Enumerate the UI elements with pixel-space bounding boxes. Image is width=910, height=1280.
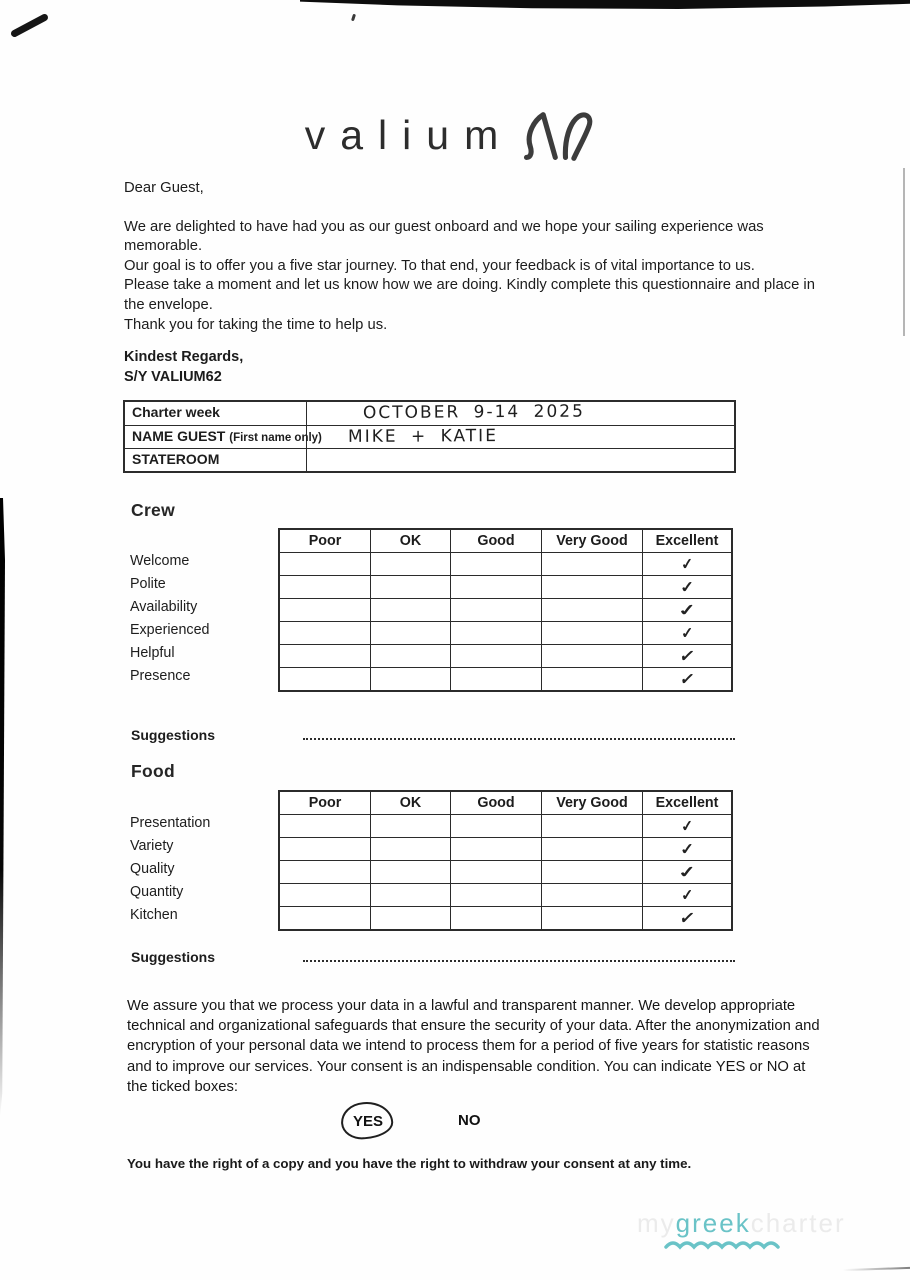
checkmark-icon: ✓ — [675, 863, 699, 882]
rating-header-very-good: Very Good — [541, 530, 642, 552]
table-row — [125, 402, 734, 425]
rating-cell-presence-good[interactable] — [450, 668, 541, 690]
rating-cell-presentation-very-good[interactable] — [541, 815, 642, 837]
food-suggestions — [131, 949, 735, 965]
scan-speck — [351, 14, 356, 22]
rating-row-label-experienced: Experienced — [130, 622, 210, 638]
stateroom-label: STATEROOM — [125, 449, 307, 471]
watermark-greek: greek — [675, 1208, 751, 1238]
closing-line: Kindest Regards, — [124, 349, 244, 365]
rating-row-availability — [280, 598, 731, 621]
rating-cell-welcome-poor[interactable] — [280, 553, 370, 575]
rating-cell-polite-poor[interactable] — [280, 576, 370, 598]
scan-artifact-bottom-corner — [843, 1267, 910, 1271]
rating-row-label-welcome: Welcome — [130, 553, 190, 569]
rating-row-experienced — [280, 621, 731, 644]
rating-cell-kitchen-poor[interactable] — [280, 907, 370, 929]
rating-cell-quantity-poor[interactable] — [280, 884, 370, 906]
consent-yes-option[interactable] — [344, 1104, 392, 1138]
rating-cell-welcome-very-good[interactable] — [541, 553, 642, 575]
rating-cell-kitchen-very-good[interactable] — [541, 907, 642, 929]
yes-circle-annotation — [340, 1100, 394, 1141]
rating-cell-quantity-ok[interactable] — [370, 884, 450, 906]
rights-note: You have the right of a copy and you have the right to withdraw your consent at any time. — [127, 1156, 692, 1171]
rating-cell-kitchen-ok[interactable] — [370, 907, 450, 929]
checkmark-icon: ✓ — [680, 886, 694, 905]
rating-table — [278, 528, 733, 692]
logo — [0, 112, 910, 163]
rating-header-row — [280, 792, 731, 814]
wave-icon — [664, 1238, 782, 1250]
watermark-my: my — [637, 1208, 676, 1238]
rating-row-quality — [280, 860, 731, 883]
rating-cell-variety-good[interactable] — [450, 838, 541, 860]
guest-name-note: (First name only) — [229, 432, 322, 444]
checkmark-icon: ✓ — [680, 624, 694, 643]
rating-cell-experienced-excellent[interactable] — [642, 622, 731, 644]
rating-cell-polite-good[interactable] — [450, 576, 541, 598]
charter-week-label: Charter week — [125, 402, 307, 425]
rating-cell-helpful-very-good[interactable] — [541, 645, 642, 667]
rating-row-label-presence: Presence — [130, 668, 191, 684]
logo-62-glyph — [513, 111, 605, 163]
salutation: Dear Guest, — [124, 180, 204, 196]
crew-suggestions — [131, 727, 735, 743]
rating-cell-variety-ok[interactable] — [370, 838, 450, 860]
yes-label: YES — [352, 1112, 383, 1130]
suggestions-label: Suggestions — [131, 949, 216, 965]
consent-paragraph: We assure you that we process your data in a lawful and transparent manner. We develop appropriate technical and organizational safeguards that ensure the security of your data. After the anonymization and encryption of your personal data we intend to process them for a period of five years for statistic reasons and to improve our services. Your consent is an indispensable condition. You can indicate YES or NO at the ticked boxes: — [127, 998, 820, 1095]
suggestions-write-in-line[interactable] — [303, 738, 735, 740]
rating-cell-quantity-good[interactable] — [450, 884, 541, 906]
rating-cell-experienced-very-good[interactable] — [541, 622, 642, 644]
rating-row-kitchen — [280, 906, 731, 929]
letter — [124, 179, 826, 335]
rating-cell-presentation-good[interactable] — [450, 815, 541, 837]
rating-header-ok: OK — [370, 530, 450, 552]
rating-cell-experienced-poor[interactable] — [280, 622, 370, 644]
guest-info-table — [123, 400, 736, 473]
letter-paragraph: Please take a moment and let us know how we are doing. Kindly complete this questionnaire and place in the envelope. — [124, 277, 815, 313]
rating-row-label-helpful: Helpful — [130, 645, 175, 661]
rating-cell-quality-poor[interactable] — [280, 861, 370, 883]
signature-line: S/Y VALIUM62 — [124, 368, 222, 385]
rating-header-poor: Poor — [308, 795, 342, 811]
rating-cell-availability-ok[interactable] — [370, 599, 450, 621]
rating-cell-presence-poor[interactable] — [280, 668, 370, 690]
letter-closing — [124, 348, 243, 387]
rating-cell-kitchen-excellent[interactable] — [642, 907, 731, 929]
checkmark-icon: ✓ — [679, 817, 695, 836]
rating-row-label-variety: Variety — [130, 838, 174, 854]
rating-cell-variety-excellent[interactable] — [642, 838, 731, 860]
watermark — [637, 1208, 846, 1239]
rating-row-quantity — [280, 883, 731, 906]
guest-name-value[interactable]: MIKE + KATIE — [347, 426, 498, 447]
rating-cell-availability-poor[interactable] — [280, 599, 370, 621]
stateroom-value[interactable] — [307, 449, 734, 471]
consent-no-option[interactable]: NO — [458, 1112, 481, 1129]
section-title-food: Food — [131, 761, 175, 781]
rating-cell-availability-very-good[interactable] — [541, 599, 642, 621]
table-row — [125, 448, 734, 471]
rating-cell-polite-very-good[interactable] — [541, 576, 642, 598]
rating-header-poor: Poor — [308, 533, 342, 549]
rating-row-label-quantity: Quantity — [130, 884, 184, 900]
rating-cell-quantity-very-good[interactable] — [541, 884, 642, 906]
rating-cell-welcome-good[interactable] — [450, 553, 541, 575]
letter-paragraph: Thank you for taking the time to help us. — [124, 316, 388, 333]
rating-cell-helpful-ok[interactable] — [370, 645, 450, 667]
rating-cell-helpful-poor[interactable] — [280, 645, 370, 667]
rating-cell-helpful-excellent[interactable] — [642, 645, 731, 667]
rating-cell-availability-good[interactable] — [450, 599, 541, 621]
section-title-crew: Crew — [131, 500, 175, 520]
food-rating-table — [130, 790, 733, 931]
rating-cell-presence-ok[interactable] — [370, 668, 450, 690]
rating-row-label-quality: Quality — [130, 861, 175, 877]
rating-cell-presence-very-good[interactable] — [541, 668, 642, 690]
rating-row-polite — [280, 575, 731, 598]
rating-row-variety — [280, 837, 731, 860]
rating-cell-availability-excellent[interactable] — [642, 599, 731, 621]
rating-cell-experienced-ok[interactable] — [370, 622, 450, 644]
checkmark-icon: ✓ — [677, 908, 697, 929]
rating-cell-quality-ok[interactable] — [370, 861, 450, 883]
checkmark-icon: ✓ — [679, 555, 695, 574]
rating-cell-welcome-excellent[interactable] — [642, 553, 731, 575]
rating-cell-quality-good[interactable] — [450, 861, 541, 883]
letter-paragraph: Our goal is to offer you a five star journey. To that end, your feedback is of vital importance to us. — [124, 257, 755, 274]
scan-artifact-left-edge — [0, 498, 5, 1118]
suggestions-write-in-line[interactable] — [303, 960, 735, 962]
rating-cell-kitchen-good[interactable] — [450, 907, 541, 929]
rating-row-helpful — [280, 644, 731, 667]
scan-artifact-right-edge — [903, 168, 905, 336]
rating-cell-variety-poor[interactable] — [280, 838, 370, 860]
rating-header-very-good: Very Good — [541, 792, 642, 814]
rating-header-ok: OK — [370, 792, 450, 814]
crew-row-labels — [130, 528, 278, 692]
rating-cell-presentation-ok[interactable] — [370, 815, 450, 837]
rating-header-excellent: Excellent — [642, 792, 731, 814]
rating-row-welcome — [280, 552, 731, 575]
rating-header-good: Good — [450, 530, 541, 552]
guest-name-label: NAME GUEST (First name only) — [125, 426, 307, 448]
rating-cell-welcome-ok[interactable] — [370, 553, 450, 575]
rating-cell-helpful-good[interactable] — [450, 645, 541, 667]
logo-brand-text: valium — [304, 112, 514, 158]
rating-cell-variety-very-good[interactable] — [541, 838, 642, 860]
rating-row-label-polite: Polite — [130, 576, 166, 592]
rating-cell-presentation-poor[interactable] — [280, 815, 370, 837]
suggestions-label: Suggestions — [131, 727, 216, 743]
rating-cell-quality-very-good[interactable] — [541, 861, 642, 883]
rating-header-excellent: Excellent — [642, 530, 731, 552]
charter-week-value[interactable]: OCTOBER 9-14 2025 — [362, 401, 585, 424]
checkmark-icon: ✓ — [677, 646, 697, 667]
rating-cell-presence-excellent[interactable] — [642, 668, 731, 690]
checkmark-icon: ✓ — [678, 669, 696, 690]
checkmark-icon: ✓ — [679, 840, 695, 859]
rating-row-label-availability: Availability — [130, 599, 198, 615]
checkmark-icon: ✓ — [679, 578, 695, 597]
rating-row-presentation — [280, 814, 731, 837]
rating-table — [278, 790, 733, 931]
rating-header-row — [280, 530, 731, 552]
rating-row-presence — [280, 667, 731, 690]
rating-row-label-presentation: Presentation — [130, 815, 211, 831]
watermark-charter: charter — [750, 1208, 846, 1238]
rating-header-good: Good — [450, 792, 541, 814]
pen-mark — [10, 13, 49, 38]
rating-cell-quality-excellent[interactable] — [642, 861, 731, 883]
rating-cell-presentation-excellent[interactable] — [642, 815, 731, 837]
rating-cell-polite-excellent[interactable] — [642, 576, 731, 598]
checkmark-icon: ✓ — [675, 601, 699, 620]
rating-cell-experienced-good[interactable] — [450, 622, 541, 644]
rating-cell-quantity-excellent[interactable] — [642, 884, 731, 906]
table-row — [125, 425, 734, 448]
letter-paragraph: We are delighted to have had you as our guest onboard and we hope your sailing experience was memorable. — [124, 218, 764, 255]
rating-row-label-kitchen: Kitchen — [130, 907, 178, 923]
scan-artifact-top-edge — [300, 0, 910, 9]
food-row-labels — [130, 790, 278, 931]
crew-rating-table — [130, 528, 733, 692]
rating-cell-polite-ok[interactable] — [370, 576, 450, 598]
